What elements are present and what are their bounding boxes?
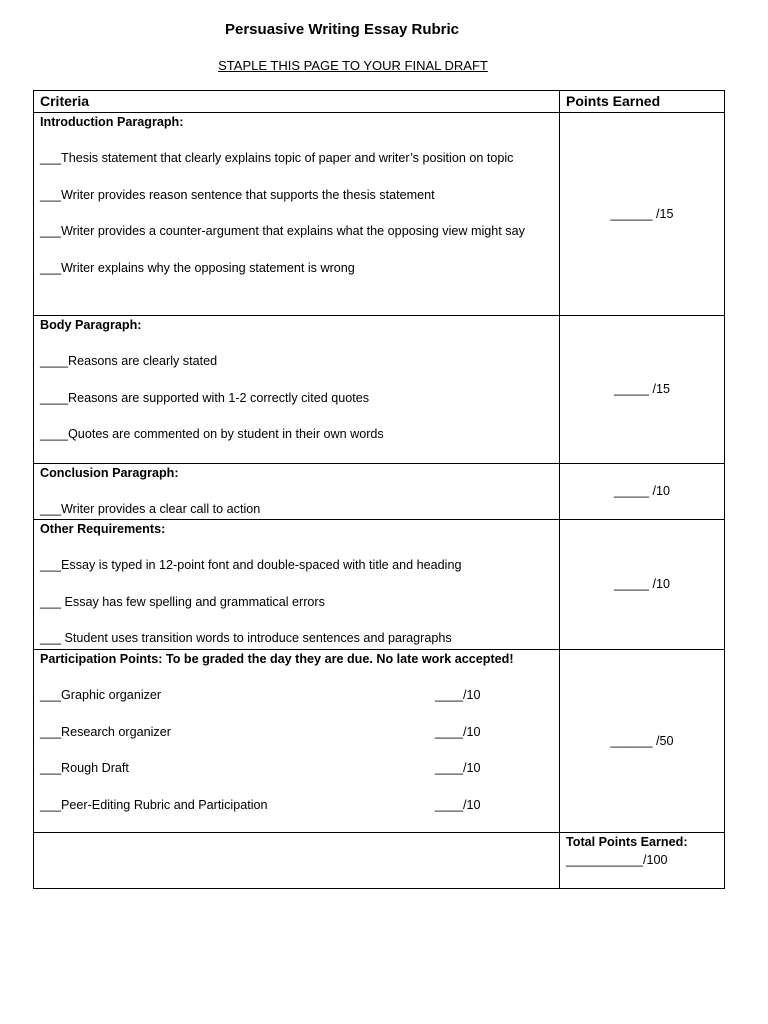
intro-criteria [34, 113, 560, 316]
criterion-item: ___ Student uses transition words to introduce sentences and paragraphs [40, 631, 452, 646]
criterion-item: ___Writer provides a clear call to action [40, 502, 261, 517]
participation-points: ______ /50 [560, 650, 725, 833]
page-subtitle: STAPLE THIS PAGE TO YOUR FINAL DRAFT [218, 58, 488, 73]
criterion-item: ____Quotes are commented on by student in their own words [40, 427, 384, 442]
criteria-header: Criteria [34, 91, 560, 113]
criterion-item: ___ Essay has few spelling and grammatical errors [40, 594, 325, 609]
participation-score: ____/10 [435, 797, 481, 812]
participation-item [40, 759, 553, 777]
participation-criteria [34, 650, 560, 833]
participation-label: ___Research organizer [40, 724, 171, 739]
total-value: ___________/100 [566, 853, 668, 868]
participation-item [40, 723, 553, 741]
criterion-item: ___Essay is typed in 12-point font and double-spaced with title and heading [40, 558, 462, 573]
criterion-item: ___Writer provides reason sentence that supports the thesis statement [40, 187, 435, 202]
rubric-table [33, 90, 725, 889]
other-criteria [34, 520, 560, 650]
section-title: Introduction Paragraph: [40, 115, 184, 129]
criterion-item: ____Reasons are clearly stated [40, 354, 218, 369]
section-title: Participation Points: To be graded the day they are due. No late work accepted! [40, 652, 514, 666]
participation-item [40, 686, 553, 704]
other-row [34, 520, 725, 650]
total-cell [560, 833, 725, 889]
points-header: Points Earned [560, 91, 725, 113]
conclusion-points: _____ /10 [560, 464, 725, 520]
participation-item [40, 796, 553, 814]
participation-label: ___Graphic organizer [40, 688, 162, 703]
participation-label: ___Peer-Editing Rubric and Participation [40, 797, 268, 812]
intro-points: ______ /15 [560, 113, 725, 316]
criterion-item: ___Writer provides a counter-argument that explains what the opposing view might say [40, 224, 525, 239]
body-points: _____ /15 [560, 316, 725, 464]
criterion-item: ___Thesis statement that clearly explains topic of paper and writer’s position on topic [40, 151, 514, 166]
participation-label: ___Rough Draft [40, 761, 129, 776]
body-row [34, 316, 725, 464]
conclusion-criteria [34, 464, 560, 520]
total-row [34, 833, 725, 889]
participation-score: ____/10 [435, 761, 481, 776]
body-criteria [34, 316, 560, 464]
criterion-item: ____Reasons are supported with 1-2 correctly cited quotes [40, 390, 370, 405]
criterion-item: ___Writer explains why the opposing statement is wrong [40, 260, 355, 275]
intro-row [34, 113, 725, 316]
section-title: Body Paragraph: [40, 318, 142, 332]
header-row [34, 91, 725, 113]
page-title: Persuasive Writing Essay Rubric [225, 21, 459, 38]
other-points: _____ /10 [560, 520, 725, 650]
total-label: Total Points Earned: [566, 835, 688, 849]
section-title: Conclusion Paragraph: [40, 466, 179, 480]
total-empty-cell [34, 833, 560, 889]
section-title: Other Requirements: [40, 522, 166, 536]
conclusion-row [34, 464, 725, 520]
participation-score: ____/10 [435, 688, 481, 703]
participation-score: ____/10 [435, 724, 481, 739]
participation-row [34, 650, 725, 833]
